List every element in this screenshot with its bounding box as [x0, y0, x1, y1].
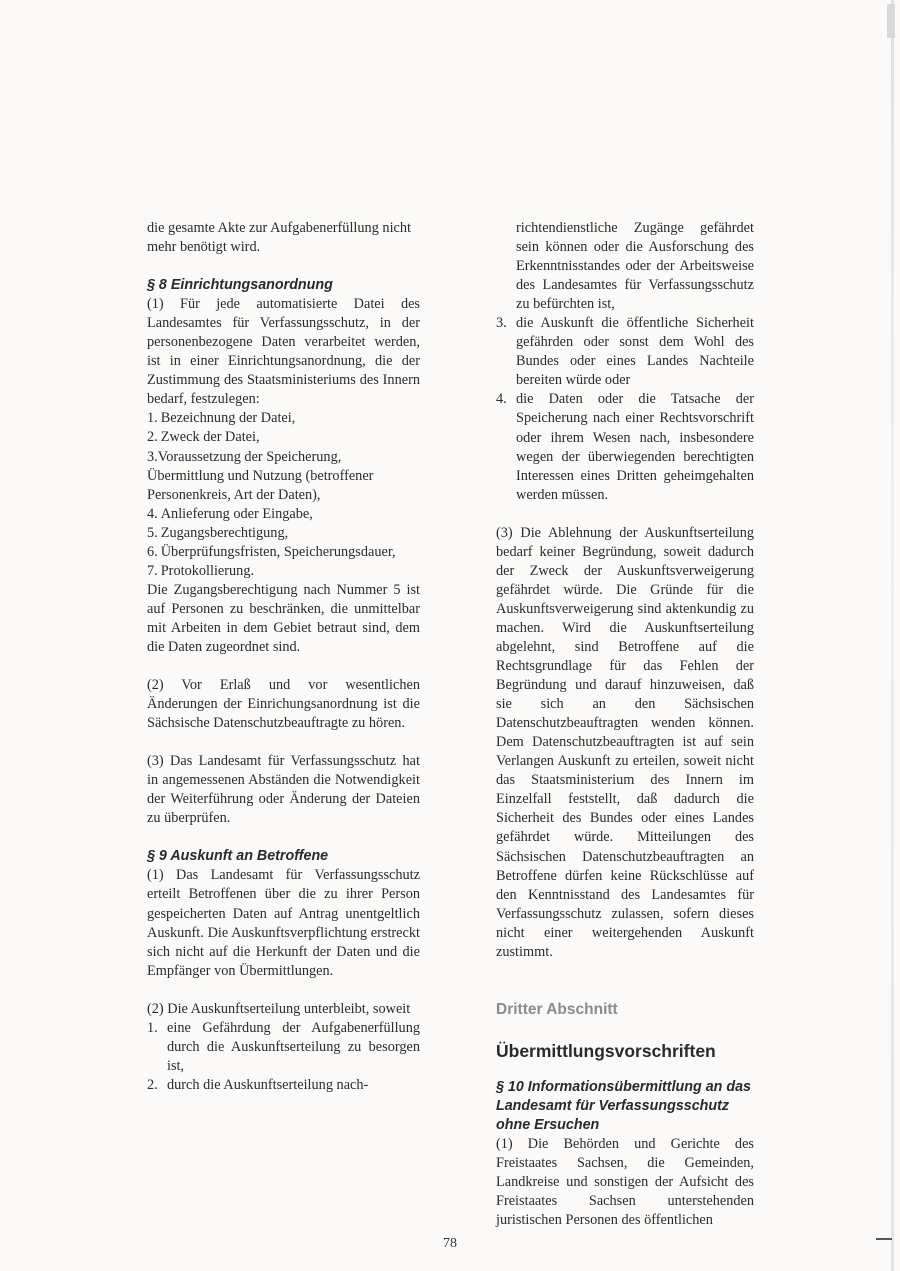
list-item: 1. Bezeichnung der Datei, [147, 410, 296, 427]
section-9-list-continuation: richtendienstliche Zugänge gefährdet sein können oder die Ausforschung des Erkenntnisstandes oder der Arbeitsweise des Landesamtes für Verfassungsschutz zu befürchten ist, [516, 220, 754, 313]
section-8-heading: § 8 Einrichtungsanordnung [147, 277, 333, 294]
page-number: 78 [443, 1236, 457, 1251]
section-8-paragraph-2: (2) Vor Erlaß und vor wesentlichen Änderungen der Einrichungsanordnung ist die Sächsische Datenschutzbeauftragte zu hören. [147, 677, 420, 732]
section-10-heading: § 10 Informationsübermittlung an das Landesamt für Verfassungsschutz ohne Ersuchen [496, 1078, 751, 1133]
list-item: 3.Voraussetzung der Speicherung, Übermittlung und Nutzung (betroffener Personenkreis, Art der Daten), [147, 448, 374, 503]
list-item: 6. Überprüfungsfristen, Speicherungsdauer, [147, 543, 396, 560]
section-9-list [147, 1019, 420, 1095]
chapter-label: Dritter Abschnitt [496, 1000, 618, 1018]
list-item: 2. durch die Auskunftserteilung nach- [147, 1076, 369, 1093]
scan-edge-mark [876, 1238, 892, 1240]
section-8-paragraph-1: (1) Für jede automatisierte Datei des Landesamtes für Verfassungsschutz, in der personenbezogene Daten verarbeitet werden, ist in einer Einrichtungsanordnung, die der Zustimmung des Staatsministeriums des Innern bedarf, festzulegen: [147, 296, 420, 408]
left-column [147, 219, 420, 1095]
section-8-paragraph-3: (3) Das Landesamt für Verfassungsschutz hat in angemessenen Abständen die Notwendigkeit der Weiterführung oder Änderung der Dateien zu überprüfen. [147, 753, 420, 827]
intro-paragraph: die gesamte Akte zur Aufgabenerfüllung nicht mehr benötigt wird. [147, 220, 412, 256]
list-item: 1. eine Gefährdung der Aufgabenerfüllung durch die Auskunftserteilung zu besorgen ist, [147, 1019, 420, 1074]
section-9-paragraph-3: (3) Die Ablehnung der Auskunftserteilung bedarf keiner Begründung, soweit dadurch der Zweck der Auskunftsverweigerung gefährdet würde. Die Gründe für die Auskunftsverweigerung sind aktenkundig zu machen. Wird die Auskunftserteilung abgelehnt, sind Betroffene auf die Rechtsgrundlage für das Fehlen der Begründung und darauf hinzuweisen, daß sie sich an den Sächsischen Datenschutzbeauftragten wenden können. Dem Datenschutzbeauftragten ist auf sein Verlangen Auskunft zu erteilen, soweit nicht das Staatsministerium des Innern im Einzelfall feststellt, daß dadurch die Sicherheit des Bundes oder eines Landes gefährdet würde. Mitteilungen des Sächsischen Datenschutzbeauftragten an Betroffene dürfen keine Rückschlüsse auf den Kenntnisstand des Landesamtes für Verfassungsschutz zulassen, sofern dieses nicht einer weitergehenden Auskunft zustimmt. [496, 524, 754, 960]
list-item: 3. die Auskunft die öffentliche Sicherheit gefährden oder sonst dem Wohl des Bundes oder eines Landes Nachteile bereiten würde oder [496, 315, 754, 389]
section-8-list [147, 409, 420, 580]
right-column [496, 219, 754, 1230]
section-9-paragraph-1: (1) Das Landesamt für Verfassungsschutz erteilt Betroffenen über die zu ihrer Person gespeicherten Daten auf Antrag unentgeltlich Auskunft. Die Auskunftsverpflichtung erstreckt sich nicht auf die Herkunft der Daten und die Empfänger von Übermittlungen. [147, 867, 420, 979]
section-10-paragraph-1: (1) Die Behörden und Gerichte des Freistaates Sachsen, die Gemeinden, Landkreise und sonstigen der Aufsicht des Freistaates Sachsen unterstehenden juristischen Personen des öffentlichen [496, 1135, 754, 1229]
section-8-paragraph-1-continuation: Die Zugangsberechtigung nach Nummer 5 ist auf Personen zu beschränken, die unmittelbar mit Arbeiten in dem Gebiet betraut sind, dem die Daten zugeordnet sind. [147, 581, 420, 655]
list-item: 4. die Daten oder die Tatsache der Speicherung nach einer Rechtsvorschrift oder ihrem Wesen nach, insbesondere wegen der überwiegenden berechtigten Interessen eines Dritten geheimgehalten werden müssen. [496, 391, 754, 503]
chapter-title: Übermittlungsvorschriften [496, 1040, 716, 1061]
section-9-list-cont [496, 314, 754, 504]
scan-edge-mark [887, 4, 895, 38]
list-item: 7. Protokollierung. [147, 562, 255, 579]
list-item: 4. Anlieferung oder Eingabe, [147, 505, 313, 522]
section-9-paragraph-2: (2) Die Auskunftserteilung unterbleibt, soweit [147, 1000, 411, 1017]
list-item: 2. Zweck der Datei, [147, 429, 260, 446]
scan-edge [891, 0, 894, 1271]
list-item: 5. Zugangsberechtigung, [147, 524, 289, 541]
section-9-heading: § 9 Auskunft an Betroffene [147, 848, 329, 865]
